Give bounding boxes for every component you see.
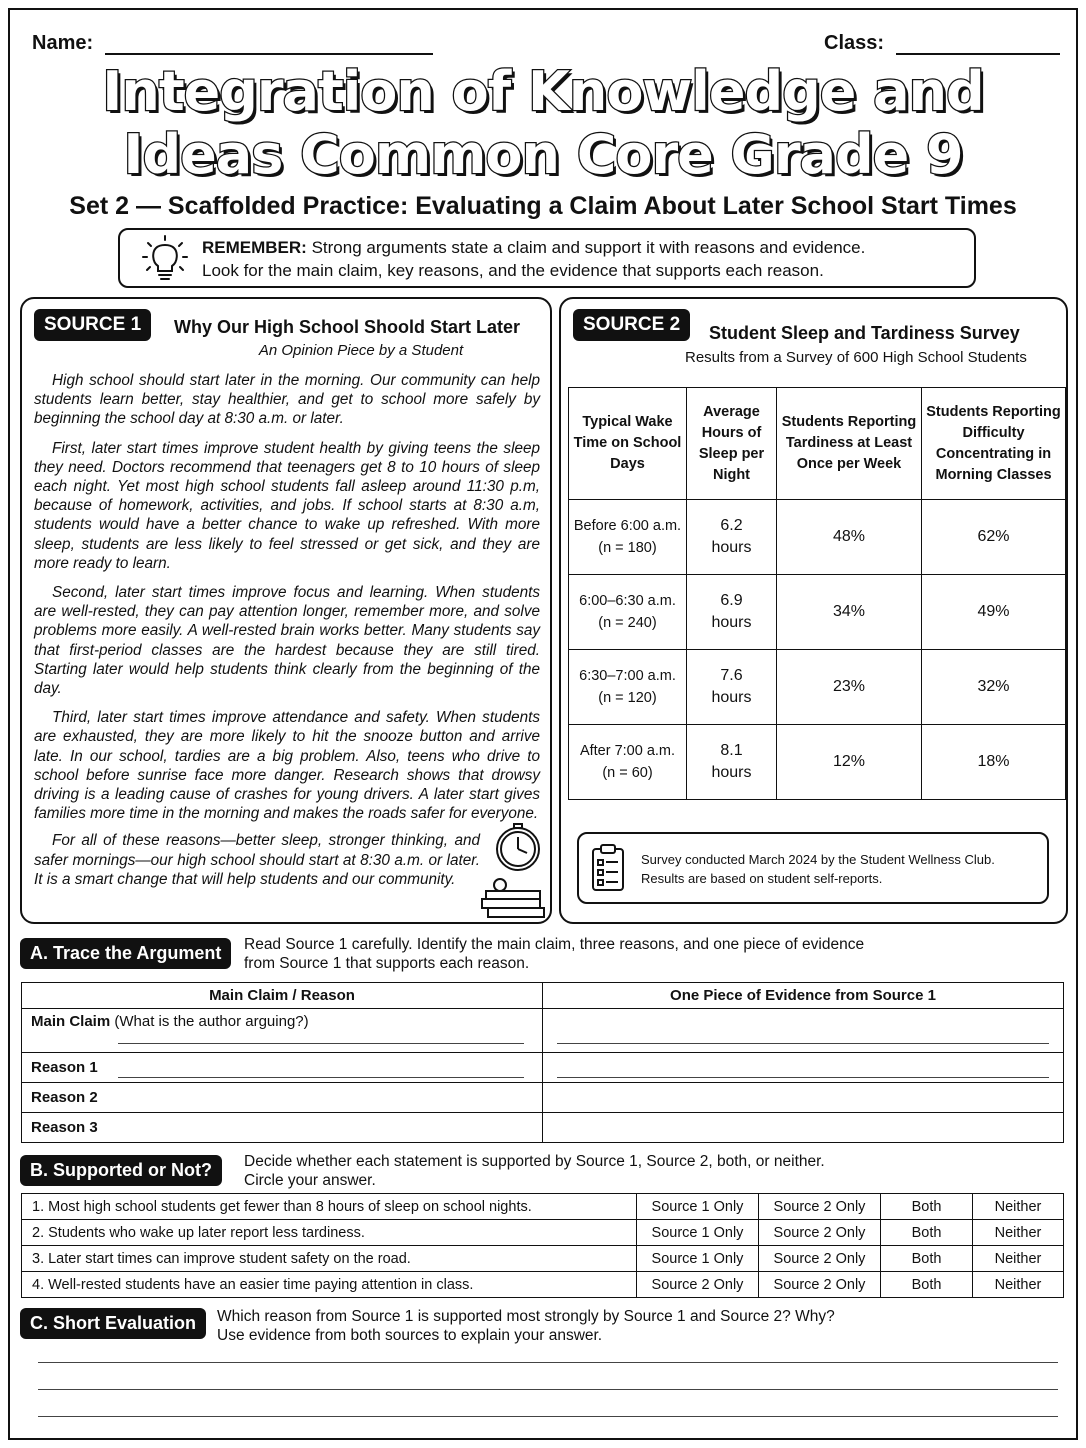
sample-size: (n = 180) — [598, 540, 657, 556]
source1-tag: SOURCE 1 — [34, 309, 151, 341]
source1-byline — [22, 342, 550, 359]
reason-cell[interactable] — [22, 1113, 543, 1143]
option-source1[interactable]: Source 1 Only — [637, 1246, 759, 1272]
clock-books-icon — [478, 823, 548, 921]
trace-row-reason — [22, 1113, 1064, 1143]
trace-col-evidence: One Piece of Evidence from Source 1 — [543, 983, 1064, 1009]
wake-time: 6:30–7:00 a.m. — [579, 668, 676, 684]
answer-line[interactable] — [38, 1416, 1058, 1417]
essay-paragraph: High school should start later in the morning. Our community can help students learn better, stay healthier, and get to school more safely by beginning the school day at 8:30 a.m. or later. — [34, 372, 540, 428]
option-source2[interactable]: Source 2 Only — [759, 1246, 881, 1272]
statement-text: 3. Later start times can improve student safety on the road. — [22, 1246, 637, 1272]
name-field[interactable] — [32, 32, 433, 55]
reason-evidence-cell[interactable] — [543, 1083, 1064, 1113]
reason-evidence-cell[interactable] — [543, 1053, 1064, 1083]
statement-row — [22, 1272, 1064, 1298]
remember-label: REMEMBER: — [202, 238, 307, 257]
page-subtitle: Set 2 — Scaffolded Practice: Evaluating a Claim About Later School Start Times — [69, 192, 1017, 220]
sleep-unit: hours — [711, 689, 752, 706]
option-neither[interactable]: Neither — [973, 1272, 1064, 1298]
sleep-unit: hours — [711, 764, 752, 781]
answer-line[interactable] — [118, 1043, 524, 1044]
source2-title: Student Sleep and Tardiness Survey — [709, 323, 1020, 343]
reason-label: Reason 2 — [31, 1089, 98, 1106]
essay-paragraph: Second, later start times improve focus and learning. When students are well-rested, they can pay attention longer, remember more, and solve problems more easily. A well-rested brain works better. Many students say that first-period classes are the hardest because they are still tired. Starting later would help students think clearly from the beginning of the day. — [34, 584, 540, 698]
survey-cell-tardy: 48% — [777, 500, 922, 575]
wake-time: Before 6:00 a.m. — [573, 518, 682, 534]
survey-row — [569, 500, 1066, 575]
survey-cell-sleep — [687, 575, 777, 650]
answer-line[interactable] — [557, 1043, 1049, 1044]
option-source1[interactable]: Source 1 Only — [637, 1194, 759, 1220]
survey-note-line2: Results are based on student self-reports. — [641, 871, 883, 886]
sleep-value: 6.9 — [720, 592, 743, 609]
survey-col-concentrate: Students Reporting Difficulty Concentrating in Morning Classes — [922, 388, 1066, 500]
survey-table — [568, 387, 1066, 800]
survey-row — [569, 650, 1066, 725]
survey-cell-sleep — [687, 725, 777, 800]
wake-time: 6:00–6:30 a.m. — [579, 593, 676, 609]
statement-row — [22, 1194, 1064, 1220]
answer-line[interactable] — [557, 1077, 1049, 1078]
option-neither[interactable]: Neither — [973, 1246, 1064, 1272]
survey-cell-wake — [569, 650, 687, 725]
source1-panel — [20, 297, 552, 924]
reason-cell[interactable] — [22, 1083, 543, 1113]
section-b-desc1: Decide whether each statement is supported by Source 1, Source 2, both, or neither. — [244, 1153, 825, 1170]
sample-size: (n = 240) — [598, 615, 657, 631]
trace-row-reason — [22, 1083, 1064, 1113]
trace-row-main-claim — [22, 1009, 1064, 1053]
survey-cell-sleep — [687, 500, 777, 575]
survey-row — [569, 725, 1066, 800]
worksheet-page — [8, 8, 1078, 1440]
section-a-desc2: from Source 1 that supports each reason. — [244, 955, 530, 972]
sample-size: (n = 120) — [598, 690, 657, 706]
trace-col-claim: Main Claim / Reason — [22, 983, 543, 1009]
option-both[interactable]: Both — [881, 1272, 973, 1298]
option-neither[interactable]: Neither — [973, 1194, 1064, 1220]
sleep-unit: hours — [711, 614, 752, 631]
survey-cell-concentrate: 18% — [922, 725, 1066, 800]
name-blank[interactable] — [105, 35, 433, 55]
main-claim-label: Main Claim — [31, 1013, 111, 1030]
clipboard-icon — [591, 844, 625, 892]
source1-title: Why Our High School Shoold Start Later — [174, 317, 521, 337]
essay-paragraph: For all of these reasons—better sleep, stronger thinking, and safer mornings—our high school should start at 8:30 a.m. or later. It is a smart change that will help students and our community. — [34, 832, 480, 888]
option-source2[interactable]: Source 2 Only — [759, 1220, 881, 1246]
section-a-instructions — [244, 935, 864, 973]
sleep-value: 7.6 — [720, 667, 743, 684]
class-field[interactable] — [824, 32, 1060, 55]
trace-header-row — [22, 983, 1064, 1009]
source2-subtitle: Results from a Survey of 600 High School Students — [685, 349, 1027, 366]
essay-paragraph: Third, later start times improve attendance and safety. When students are exhausted, they are more likely to hit the snooze button and arrive late. In our school, tardies are a big problem. Also, teens who drive to school before sunrise face more danger. Research shows that drowsy driving is a leading cause of crashes for young drivers. A later start gives families more time in the morning and makes the roads safer for everyone. — [34, 709, 540, 823]
main-claim-hint: (What is the author arguing?) — [114, 1013, 309, 1030]
sleep-value: 6.2 — [720, 517, 743, 534]
main-claim-evidence-cell[interactable] — [543, 1009, 1064, 1053]
option-both[interactable]: Both — [881, 1246, 973, 1272]
page-title-line2: Ideas Common Core Grade 9 — [123, 123, 963, 186]
option-source1[interactable]: Source 1 Only — [637, 1220, 759, 1246]
survey-col-sleep: Average Hours of Sleep per Night — [687, 388, 777, 500]
wake-time: After 7:00 a.m. — [579, 743, 676, 759]
survey-note-line1: Survey conducted March 2024 by the Student Wellness Club. — [641, 852, 995, 867]
source1-essay — [34, 371, 540, 899]
survey-cell-tardy: 23% — [777, 650, 922, 725]
source1-byline-text: An Opinion Piece by a Student — [258, 342, 464, 359]
survey-cell-concentrate: 62% — [922, 500, 1066, 575]
statement-text: 1. Most high school students get fewer than 8 hours of sleep on school nights. — [22, 1194, 637, 1220]
survey-cell-tardy: 12% — [777, 725, 922, 800]
reason-cell[interactable] — [22, 1053, 543, 1083]
option-both[interactable]: Both — [881, 1194, 973, 1220]
essay-paragraph: First, later start times improve student health by giving teens the sleep they need. Doctors recommend that teenagers get 8 to 10 hours of sleep each night. Yet most high school students fall asleep around 11:30 p.m, because of homework, activities, and jobs. If school starts at 8:30 a.m, students would have a better chance to wake up refreshed. With more sleep, students are less likely to feel stressed or get sick, and they are more ready to learn. — [34, 439, 540, 572]
section-b-tag: B. Supported or Not? — [20, 1155, 222, 1186]
survey-cell-sleep — [687, 650, 777, 725]
section-c-instructions — [217, 1307, 835, 1345]
sample-size: (n = 60) — [602, 765, 653, 781]
survey-row — [569, 575, 1066, 650]
section-b-desc2: Circle your answer. — [244, 1172, 376, 1189]
lightbulb-icon — [142, 234, 188, 284]
source2-panel — [559, 297, 1068, 924]
class-label: Class: — [824, 32, 885, 54]
statement-row — [22, 1246, 1064, 1272]
remember-line1: Strong arguments state a claim and support it with reasons and evidence. — [311, 238, 866, 257]
survey-col-wake: Typical Wake Time on School Days — [569, 388, 687, 500]
reason-evidence-cell[interactable] — [543, 1113, 1064, 1143]
remember-text — [202, 236, 865, 282]
reason-label: Reason 3 — [31, 1119, 98, 1136]
survey-note — [641, 850, 995, 888]
survey-cell-wake — [569, 500, 687, 575]
statement-row — [22, 1220, 1064, 1246]
survey-cell-tardy: 34% — [777, 575, 922, 650]
answer-line[interactable] — [38, 1389, 1058, 1390]
sleep-unit: hours — [711, 539, 752, 556]
answer-line[interactable] — [118, 1077, 524, 1078]
option-source2[interactable]: Source 2 Only — [759, 1194, 881, 1220]
main-claim-cell[interactable] — [22, 1009, 543, 1053]
section-a-desc1: Read Source 1 carefully. Identify the main claim, three reasons, and one piece of evidence — [244, 936, 865, 953]
survey-cell-wake — [569, 575, 687, 650]
name-label: Name: — [32, 32, 94, 54]
remember-box — [118, 228, 976, 288]
class-blank[interactable] — [896, 35, 1060, 55]
survey-col-tardy: Students Reporting Tardiness at Least Once per Week — [777, 388, 922, 500]
survey-cell-concentrate: 49% — [922, 575, 1066, 650]
statement-text: 4. Well-rested students have an easier time paying attention in class. — [22, 1272, 637, 1298]
section-b-instructions — [244, 1152, 825, 1190]
survey-cell-concentrate: 32% — [922, 650, 1066, 725]
statement-text: 2. Students who wake up later report less tardiness. — [22, 1220, 637, 1246]
page-title-line1: Integration of Knowledge and — [102, 60, 984, 123]
section-c-tag: C. Short Evaluation — [20, 1308, 206, 1339]
trace-row-reason — [22, 1053, 1064, 1083]
reason-label: Reason 1 — [31, 1059, 98, 1076]
sleep-value: 8.1 — [720, 742, 743, 759]
survey-note-box — [577, 832, 1049, 904]
option-both[interactable]: Both — [881, 1220, 973, 1246]
source2-tag: SOURCE 2 — [573, 309, 690, 341]
survey-cell-wake — [569, 725, 687, 800]
supported-table — [21, 1193, 1064, 1298]
survey-header-row — [569, 388, 1066, 500]
answer-line[interactable] — [38, 1362, 1058, 1363]
section-c-desc2: Use evidence from both sources to explain your answer. — [217, 1327, 603, 1344]
remember-line2: Look for the main claim, key reasons, and the evidence that supports each reason. — [202, 261, 824, 280]
option-source2[interactable]: Source 2 Only — [759, 1272, 881, 1298]
option-neither[interactable]: Neither — [973, 1220, 1064, 1246]
option-source1[interactable]: Source 2 Only — [637, 1272, 759, 1298]
section-c-desc1: Which reason from Source 1 is supported most strongly by Source 1 and Source 2? Why? — [217, 1308, 835, 1325]
section-a-tag: A. Trace the Argument — [20, 938, 231, 969]
trace-table — [21, 982, 1064, 1143]
